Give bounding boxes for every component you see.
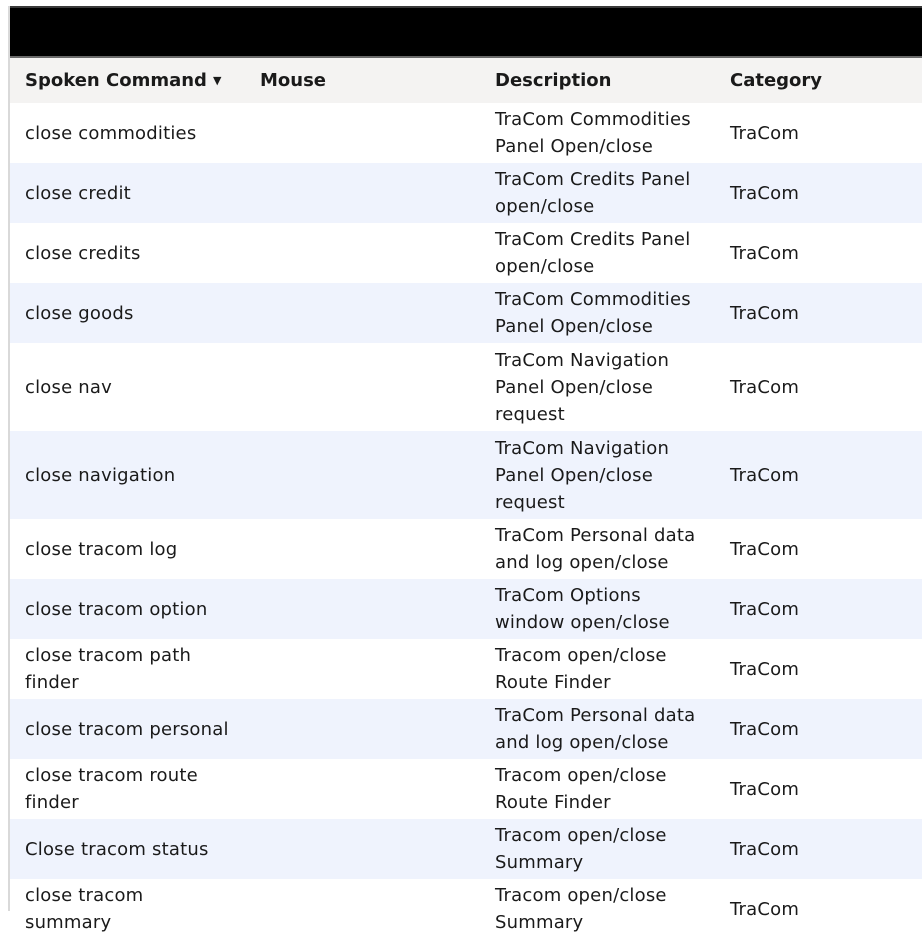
cell-category: TraCom [730, 538, 800, 560]
cell-command: close navigation [25, 464, 176, 486]
cell-command: close tracom route finder [25, 765, 198, 813]
cell-description: TraCom Personal data and log open/close [495, 705, 696, 753]
cell-description: TraCom Navigation Panel Open/close request [495, 437, 670, 513]
top-bar [10, 6, 922, 58]
cell-description: Tracom open/close Summary [495, 885, 667, 933]
cell-mouse [245, 759, 480, 819]
cell-category: TraCom [730, 598, 800, 620]
cell-category: TraCom [730, 242, 800, 264]
table-row[interactable] [10, 639, 922, 699]
table-row[interactable] [10, 579, 922, 639]
cell-description: Tracom open/close Route Finder [495, 645, 667, 693]
table-row[interactable] [10, 103, 922, 163]
cell-mouse [245, 343, 480, 431]
cell-category: TraCom [730, 838, 800, 860]
cell-command: close nav [25, 376, 112, 398]
cell-category: TraCom [730, 718, 800, 740]
cell-command: close commodities [25, 122, 197, 144]
table-row[interactable] [10, 163, 922, 223]
sort-descending-icon[interactable]: ▼ [212, 74, 222, 87]
cell-command: close tracom path finder [25, 645, 192, 693]
table-row[interactable] [10, 759, 922, 819]
table-row[interactable] [10, 343, 922, 431]
cell-command: Close tracom status [25, 838, 209, 860]
cell-command: close tracom summary [25, 885, 144, 933]
header-spoken-command[interactable] [10, 58, 245, 103]
cell-mouse [245, 639, 480, 699]
header-category[interactable]: Category [730, 70, 823, 91]
header-description[interactable]: Description [495, 70, 612, 91]
cell-mouse [245, 819, 480, 879]
cell-category: TraCom [730, 898, 800, 920]
cell-category: TraCom [730, 376, 800, 398]
cell-command: close goods [25, 302, 134, 324]
cell-description: TraCom Credits Panel open/close [495, 229, 691, 277]
cell-description: TraCom Credits Panel open/close [495, 169, 691, 217]
commands-table [10, 58, 922, 939]
table-row[interactable] [10, 223, 922, 283]
cell-command: close tracom option [25, 598, 208, 620]
cell-category: TraCom [730, 658, 800, 680]
table-header-row [10, 58, 922, 103]
commands-panel [8, 6, 922, 933]
cell-mouse [245, 699, 480, 759]
cell-category: TraCom [730, 302, 800, 324]
cell-mouse [245, 163, 480, 223]
cell-mouse [245, 579, 480, 639]
cell-category: TraCom [730, 122, 800, 144]
table-row[interactable] [10, 879, 922, 939]
cell-command: close tracom log [25, 538, 178, 560]
cell-mouse [245, 283, 480, 343]
cell-mouse [245, 223, 480, 283]
cell-mouse [245, 103, 480, 163]
cell-description: Tracom open/close Summary [495, 825, 667, 873]
cell-mouse [245, 519, 480, 579]
cell-command: close credits [25, 242, 141, 264]
cell-category: TraCom [730, 778, 800, 800]
header-spoken-command-label: Spoken Command [25, 70, 207, 91]
cell-category: TraCom [730, 182, 800, 204]
table-row[interactable] [10, 431, 922, 519]
cell-description: TraCom Navigation Panel Open/close request [495, 349, 670, 425]
header-mouse[interactable]: Mouse [260, 70, 327, 91]
cell-description: Tracom open/close Route Finder [495, 765, 667, 813]
cell-mouse [245, 431, 480, 519]
table-row[interactable] [10, 819, 922, 879]
table-row[interactable] [10, 519, 922, 579]
cell-mouse [245, 879, 480, 939]
cell-description: TraCom Commodities Panel Open/close [495, 109, 691, 157]
table-row[interactable] [10, 699, 922, 759]
cell-command: close tracom personal [25, 718, 229, 740]
cell-category: TraCom [730, 464, 800, 486]
cell-description: TraCom Options window open/close [495, 585, 670, 633]
cell-command: close credit [25, 182, 131, 204]
cell-description: TraCom Personal data and log open/close [495, 525, 696, 573]
cell-description: TraCom Commodities Panel Open/close [495, 289, 691, 337]
table-row[interactable] [10, 283, 922, 343]
